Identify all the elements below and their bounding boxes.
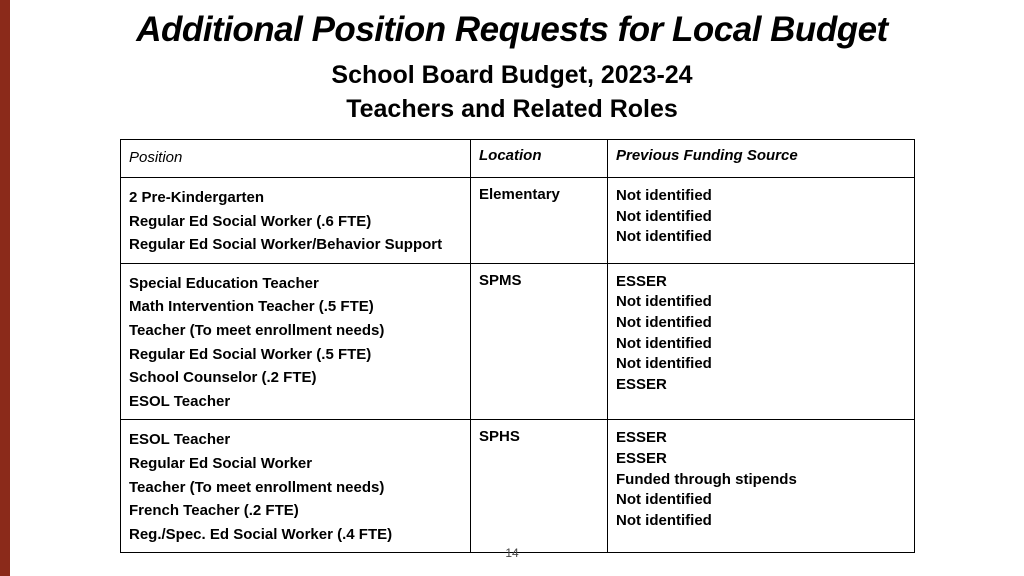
funding-item: Not identified [616,293,712,311]
funding-item: Not identified [616,207,712,225]
table-row [121,178,915,264]
funding-cell [608,178,915,264]
funding-item: Not identified [616,228,712,246]
positions-cell [121,178,471,264]
position-item: Teacher (To meet enrollment needs) [129,478,385,496]
funding-item: Not identified [616,511,712,529]
location-cell: SPMS [471,263,608,420]
slide-subtitle-category: Teachers and Related Roles [346,95,678,123]
table-row [121,263,915,420]
position-item: School Counselor (.2 FTE) [129,369,317,387]
funding-item: Not identified [616,334,712,352]
location-cell: Elementary [471,178,608,264]
position-item: Reg./Spec. Ed Social Worker (.4 FTE) [129,525,393,543]
position-item: French Teacher (.2 FTE) [129,502,299,520]
funding-item: Not identified [616,491,712,509]
position-item: ESOL Teacher [129,431,231,449]
funding-item: Not identified [616,313,712,331]
header-position: Position [121,140,471,178]
position-item: Special Education Teacher [129,274,319,292]
header-location: Location [471,140,608,178]
funding-item: ESSER [616,449,667,467]
positions-cell [121,420,471,553]
table-row [121,420,915,553]
funding-item: Not identified [616,355,712,373]
position-item: Regular Ed Social Worker [129,454,313,472]
table-header-row [121,140,915,178]
position-item: 2 Pre-Kindergarten [129,189,265,206]
funding-item: ESSER [616,375,667,393]
position-item: Math Intervention Teacher (.5 FTE) [129,298,374,316]
funding-cell [608,263,915,420]
location-cell: SPHS [471,420,608,553]
funding-item: ESSER [616,429,667,447]
position-requests-table [120,139,915,553]
funding-cell [608,420,915,553]
position-item: Regular Ed Social Worker/Behavior Support [129,236,443,254]
position-item: Regular Ed Social Worker (.5 FTE) [129,345,372,363]
position-item: Teacher (To meet enrollment needs) [129,321,385,339]
funding-item: ESSER [616,272,667,290]
funding-item: Not identified [616,187,712,204]
funding-item: Funded through stipends [616,470,797,488]
slide-title: Additional Position Requests for Local Budget [136,10,888,49]
positions-cell [121,263,471,420]
slide-subtitle-budget: School Board Budget, 2023-24 [331,61,693,89]
header-funding-source: Previous Funding Source [608,140,915,178]
page-number: 14 [505,546,519,560]
position-item: Regular Ed Social Worker (.6 FTE) [129,212,372,230]
position-item: ESOL Teacher [129,392,231,410]
